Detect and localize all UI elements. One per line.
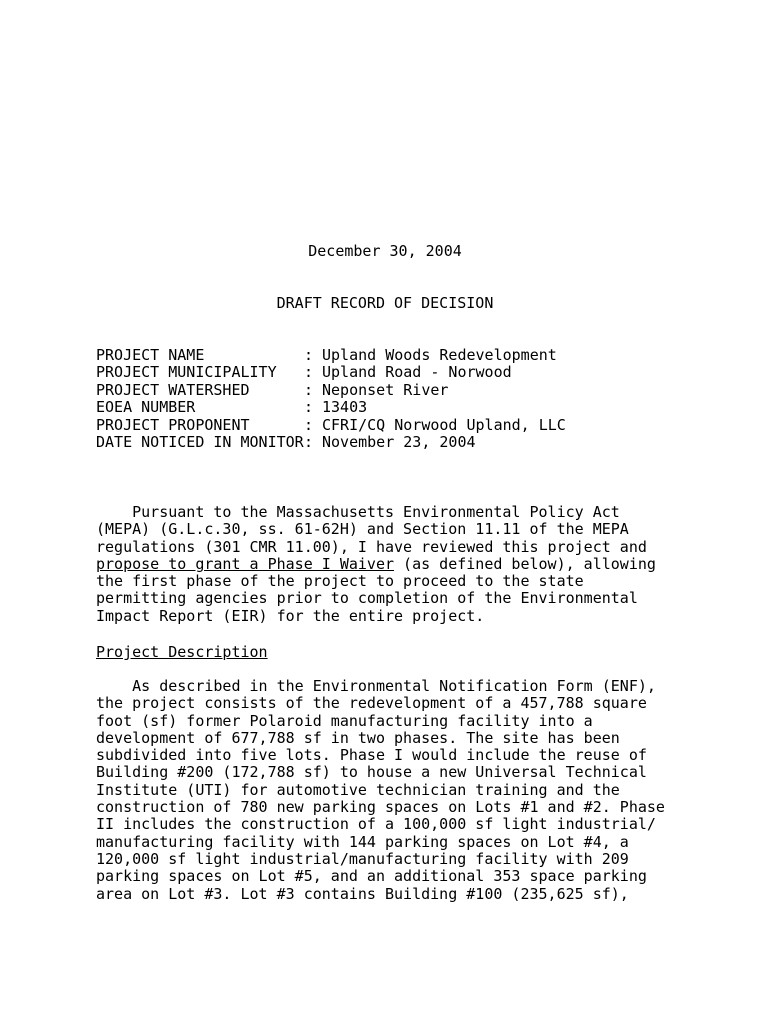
paragraph-line: Building #200 (172,788 sf) to house a new Universal Technical [96, 763, 647, 782]
paragraph-line: (MEPA) (G.L.c.30, ss. 61-62H) and Section 11.11 of the MEPA [96, 520, 629, 539]
paragraph-line: area on Lot #3. Lot #3 contains Building #100 (235,625 sf), [96, 884, 629, 903]
paragraph-line: regulations (301 CMR 11.00), I have reviewed this project and [96, 537, 647, 556]
paragraph-line: Pursuant to the Massachusetts Environmental Policy Act [96, 503, 620, 521]
project-info-value: November 23, 2004 [322, 433, 476, 452]
project-info-value: Upland Road - Norwood [322, 363, 512, 382]
paragraph-line: development of 677,788 sf in two phases. The site has been [96, 728, 620, 747]
project-info-label: PROJECT PROPONENT [96, 415, 250, 434]
paragraph-line: Impact Report (EIR) for the entire project. [96, 606, 485, 625]
project-info-label: EOEA NUMBER [96, 398, 196, 417]
paragraph-line: manufacturing facility with 144 parking spaces on Lot #4, a [96, 832, 629, 851]
project-info-table [96, 347, 566, 451]
paragraph-line: the first phase of the project to proceed to the state [96, 572, 584, 591]
paragraph-line: the project consists of the redevelopment of a 457,788 square [96, 694, 647, 713]
project-info-separator: : [304, 433, 314, 452]
paragraph-line: 120,000 sf light industrial/manufacturing facility with 209 [96, 849, 629, 868]
project-info-separator: : [304, 415, 314, 434]
project-info-separator: : [304, 363, 314, 382]
intro-paragraph [96, 504, 696, 625]
paragraph-line: permitting agencies prior to completion of the Environmental [96, 589, 638, 608]
waiver-proposal-underlined: propose to grant a Phase I Waiver [96, 554, 395, 573]
project-description-paragraph [96, 678, 696, 903]
project-info-separator: : [304, 346, 314, 364]
project-info-value: Neponset River [322, 380, 449, 399]
project-info-value: 13403 [322, 398, 368, 417]
project-info-row [96, 399, 566, 416]
document-date: December 30, 2004 [308, 242, 462, 260]
paragraph-line: subdivided into five lots. Phase I would include the reuse of [96, 746, 647, 765]
section-heading: Project Description [96, 643, 268, 661]
project-info-label: PROJECT NAME [96, 346, 205, 364]
project-info-separator: : [304, 398, 314, 417]
project-info-row [96, 364, 566, 381]
document-title: DRAFT RECORD OF DECISION [276, 294, 494, 312]
project-info-separator: : [304, 380, 314, 399]
paragraph-line: Institute (UTI) for automotive technician training and the [96, 780, 620, 799]
project-info-row [96, 417, 566, 434]
project-info-row [96, 382, 566, 399]
project-info-value: Upland Woods Redevelopment [322, 346, 557, 364]
paragraph-line: construction of 780 new parking spaces on Lots #1 and #2. Phase [96, 798, 665, 817]
project-info-label: PROJECT WATERSHED [96, 380, 250, 399]
project-info-label: DATE NOTICED IN MONITOR [96, 433, 304, 452]
paragraph-line-rest: (as defined below), allowing [394, 554, 656, 573]
paragraph-line: II includes the construction of a 100,000 sf light industrial/ [96, 815, 656, 834]
project-info-row [96, 434, 566, 451]
project-info-row [96, 347, 566, 364]
project-info-label: PROJECT MUNICIPALITY [96, 363, 277, 382]
paragraph-line: foot (sf) former Polaroid manufacturing facility into a [96, 711, 593, 730]
project-info-value: CFRI/CQ Norwood Upland, LLC [322, 415, 566, 434]
paragraph-line [96, 556, 696, 573]
paragraph-line: As described in the Environmental Notification Form (ENF), [96, 677, 656, 695]
paragraph-line: parking spaces on Lot #5, and an additional 353 space parking [96, 867, 647, 886]
